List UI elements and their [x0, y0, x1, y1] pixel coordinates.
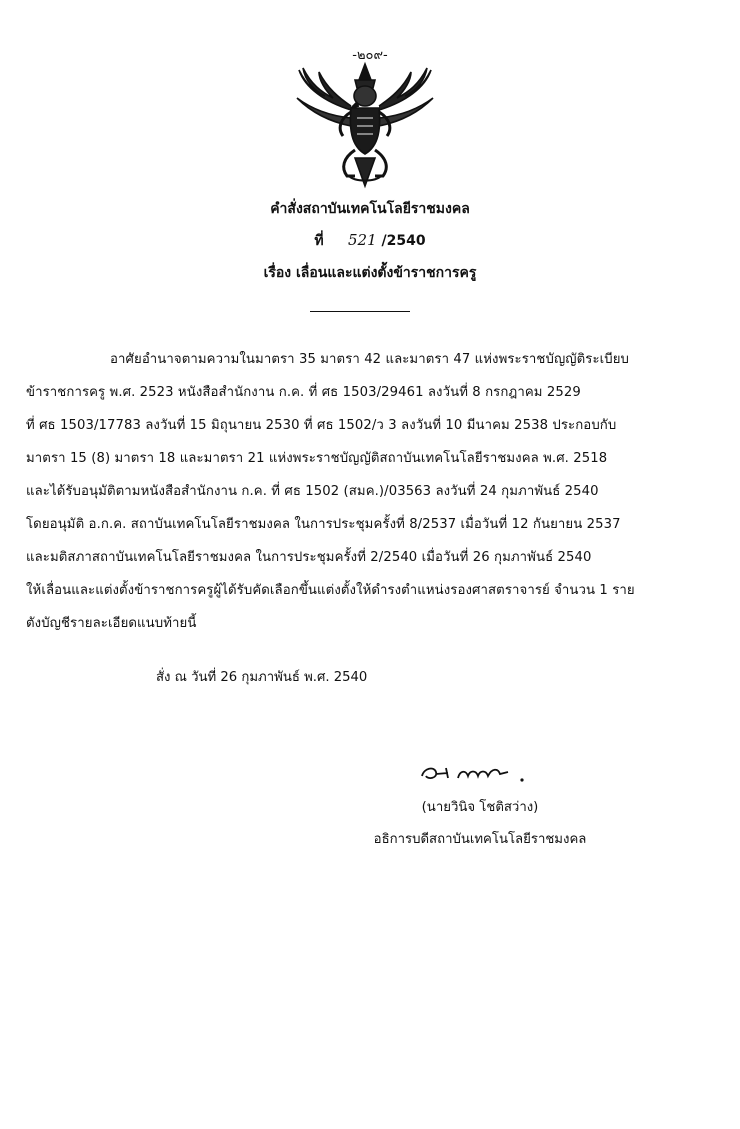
order-number — [150, 230, 590, 252]
body-line: มาตรา 15 (8) มาตรา 18 และมาตรา 21 แห่งพระราชบัญญัติสถาบันเทคโนโลยีราชมงคล พ.ศ. 2518 — [26, 451, 608, 466]
order-number-suffix: /2540 — [381, 233, 426, 249]
signer-title: อธิการบดีสถาบันเทคโนโลยีราชมงคล — [373, 832, 587, 847]
handwritten-signature — [418, 758, 538, 788]
order-date: สั่ง ณ วันที่ 26 กุมภาพันธ์ พ.ศ. 2540 — [156, 670, 368, 685]
page-number: -๒๐๙- — [352, 48, 388, 63]
heading-divider — [310, 311, 410, 312]
body-line: ที่ ศธ 1503/17783 ลงวันที่ 15 มิถุนายน 2530 ที่ ศธ 1502/ว 3 ลงวันที่ 10 มีนาคม 2538 ประกอบกับ — [26, 418, 617, 433]
body-line: ตังบัญชีรายละเอียดแนบท้ายนี้ — [26, 616, 197, 631]
signer-name: (นายวินิจ โชติสว่าง) — [421, 800, 539, 815]
body-line: และได้รับอนุมัติตามหนังสือสำนักงาน ก.ค. ที่ ศธ 1502 (สมค.)/03563 ลงวันที่ 24 กุมภาพันธ์ 2540 — [26, 484, 599, 499]
body-line: และมติสภาสถาบันเทคโนโลยีราชมงคล ในการประชุมครั้งที่ 2/2540 เมื่อวันที่ 26 กุมภาพันธ์ 2540 — [26, 550, 592, 565]
order-number-prefix: ที่ — [314, 233, 324, 249]
garuda-emblem — [285, 58, 445, 190]
order-subject: เรื่อง เลื่อนและแต่งตั้งข้าราชการครู — [263, 265, 477, 281]
order-number-handwritten: 521 — [348, 231, 377, 249]
body-line: อาศัยอำนาจตามความในมาตรา 35 มาตรา 42 และมาตรา 47 แห่งพระราชบัญญัติระเบียบ — [110, 352, 630, 367]
body-line: โดยอนุมัติ อ.ก.ค. สถาบันเทคโนโลยีราชมงคล ในการประชุมครั้งที่ 8/2537 เมื่อวันที่ 12 กันยายน 2537 — [26, 517, 621, 532]
order-title: คำสั่งสถาบันเทคโนโลยีราชมงคล — [270, 201, 470, 217]
body-line: ข้าราชการครู พ.ศ. 2523 หนังสือสำนักงาน ก.ค. ที่ ศธ 1503/29461 ลงวันที่ 8 กรกฎาคม 2529 — [26, 385, 581, 400]
body-line: ให้เลื่อนและแต่งตั้งข้าราชการครูผู้ได้รับคัดเลือกขึ้นแต่งตั้งให้ดำรงตำแหน่งรองศาสตราจารย์ จำนวน 1 ราย — [26, 583, 635, 598]
